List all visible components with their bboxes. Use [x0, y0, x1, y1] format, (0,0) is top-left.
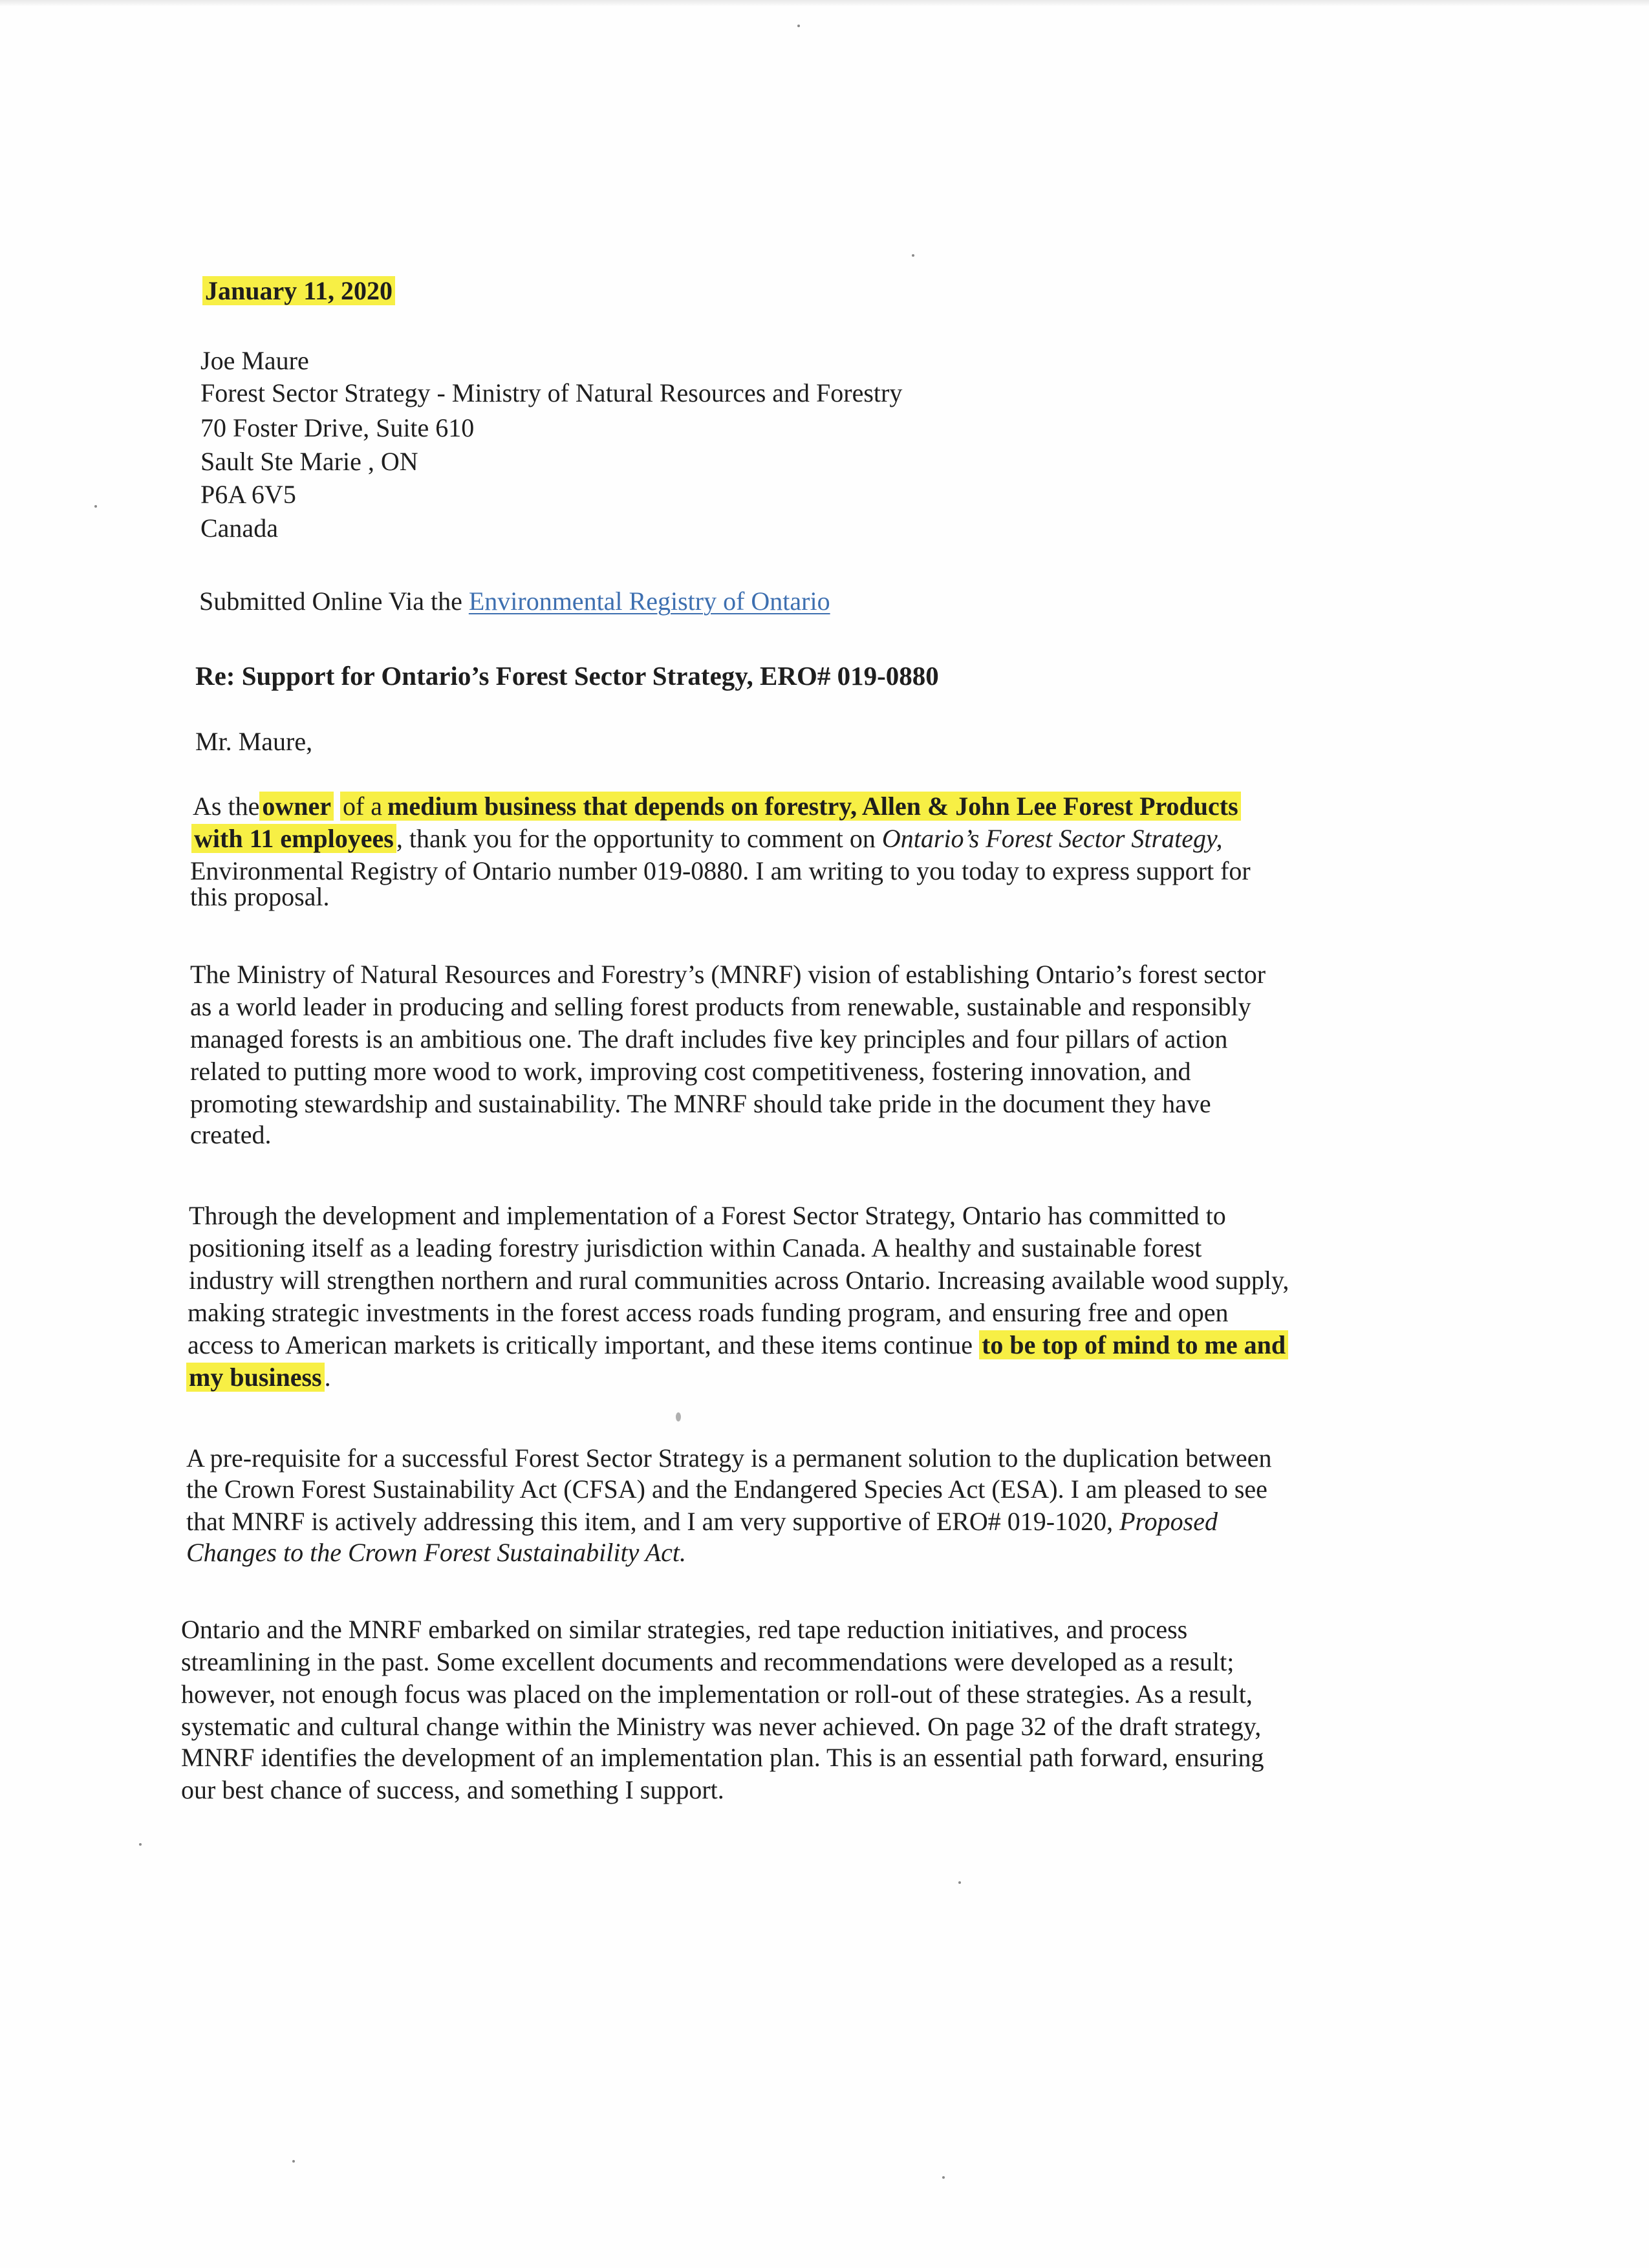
recipient-department: Forest Sector Strategy - Ministry of Natural Resources and Forestry: [200, 378, 903, 407]
text-span: of a: [340, 792, 385, 821]
subject-line: Re: Support for Ontario’s Forest Sector Strategy, ERO# 019-0880: [195, 661, 939, 691]
scan-speck: [94, 505, 97, 508]
paragraph1-line4: this proposal.: [190, 882, 330, 911]
paragraph1-line3: Environmental Registry of Ontario number 019-0880. I am writing to you today to express support for: [190, 856, 1251, 885]
paragraph2-line: created.: [190, 1120, 272, 1149]
salutation: Mr. Maure,: [195, 727, 313, 756]
recipient-postal-code: P6A 6V5: [200, 480, 296, 509]
paragraph4-line3: [186, 1506, 1218, 1538]
text-span: .: [324, 1363, 331, 1392]
highlight-employees: with 11 employees: [191, 824, 396, 853]
letter-date: January 11, 2020: [202, 276, 395, 305]
scan-speck: [942, 2176, 945, 2179]
text-span: that MNRF is actively addressing this item, and I am very supportive of ERO# 019-1020,: [186, 1507, 1114, 1536]
submission-line: [199, 585, 830, 618]
strategy-title-italic: Ontario’s Forest Sector Strategy,: [881, 824, 1223, 853]
scan-speck: [797, 25, 800, 27]
highlight-my-business: my business: [186, 1363, 325, 1392]
paragraph2-line: as a world leader in producing and selling forest products from renewable, sustainable and responsibly: [190, 992, 1251, 1021]
recipient-street: 70 Foster Drive, Suite 610: [200, 413, 475, 442]
text-span: , thank you for the opportunity to comment on: [396, 824, 876, 853]
highlight-top-of-mind: to be top of mind to me and: [979, 1330, 1288, 1359]
paragraph3-line5: [188, 1329, 1288, 1361]
highlight-business: medium business that depends on forestry, Allen & John Lee Forest Products: [385, 792, 1241, 821]
proposed-changes-italic: Proposed: [1119, 1507, 1218, 1536]
scan-edge: [0, 0, 1649, 6]
paragraph5-line: however, not enough focus was placed on the implementation or roll-out of these strategies. As a result,: [181, 1679, 1253, 1709]
scan-speck: [139, 1843, 142, 1846]
scan-speck: [958, 1881, 961, 1884]
paragraph5-line: streamlining in the past. Some excellent documents and recommendations were developed as a result;: [181, 1647, 1234, 1676]
recipient-name: Joe Maure: [200, 346, 309, 375]
submission-prefix: Submitted Online Via the: [199, 587, 462, 616]
recipient-country: Canada: [200, 513, 278, 543]
paragraph3-line6: [186, 1361, 331, 1394]
paragraph1-line2: [191, 823, 1223, 855]
paragraph3-line: industry will strengthen northern and rural communities across Ontario. Increasing available wood supply,: [189, 1266, 1289, 1295]
ero-link[interactable]: Environmental Registry of Ontario: [468, 587, 830, 616]
highlight-owner: owner: [259, 792, 334, 821]
scan-speck: [292, 2160, 295, 2163]
paragraph4-line: the Crown Forest Sustainability Act (CFSA) and the Endangered Species Act (ESA). I am pleased to see: [186, 1474, 1267, 1504]
paragraph2-line: managed forests is an ambitious one. The draft includes five key principles and four pillars of action: [190, 1024, 1228, 1053]
text-span: As the: [193, 792, 260, 821]
paragraph3-line: positioning itself as a leading forestry jurisdiction within Canada. A healthy and sustainable forest: [189, 1233, 1202, 1262]
paragraph3-line: Through the development and implementation of a Forest Sector Strategy, Ontario has committed to: [189, 1201, 1226, 1230]
paragraph2-line: The Ministry of Natural Resources and Forestry’s (MNRF) vision of establishing Ontario’s forest sector: [190, 960, 1266, 989]
paragraph3-line: making strategic investments in the forest access roads funding program, and ensuring free and open: [188, 1298, 1229, 1327]
letter-date-row: [202, 275, 395, 307]
paragraph4-line: A pre-requisite for a successful Forest Sector Strategy is a permanent solution to the duplication between: [186, 1443, 1272, 1473]
text-span: access to American markets is critically important, and these items continue: [188, 1330, 973, 1359]
paragraph2-line: promoting stewardship and sustainability. The MNRF should take pride in the document they have: [190, 1089, 1211, 1118]
paragraph5-line: MNRF identifies the development of an implementation plan. This is an essential path forward, ensuring: [181, 1743, 1264, 1772]
paragraph5-line: Ontario and the MNRF embarked on similar strategies, red tape reduction initiatives, and process: [181, 1615, 1188, 1644]
scan-speck: [912, 254, 914, 257]
scan-speck: [676, 1412, 681, 1421]
paragraph2-line: related to putting more wood to work, improving cost competitiveness, fostering innovation, and: [190, 1057, 1191, 1086]
paragraph5-line: systematic and cultural change within the Ministry was never achieved. On page 32 of the draft strategy,: [181, 1712, 1262, 1741]
recipient-city: Sault Ste Marie , ON: [200, 447, 418, 476]
paragraph4-line4: Changes to the Crown Forest Sustainability Act.: [186, 1538, 686, 1567]
paragraph5-line: our best chance of success, and something I support.: [181, 1775, 724, 1804]
paragraph1-line1: [193, 790, 1241, 823]
